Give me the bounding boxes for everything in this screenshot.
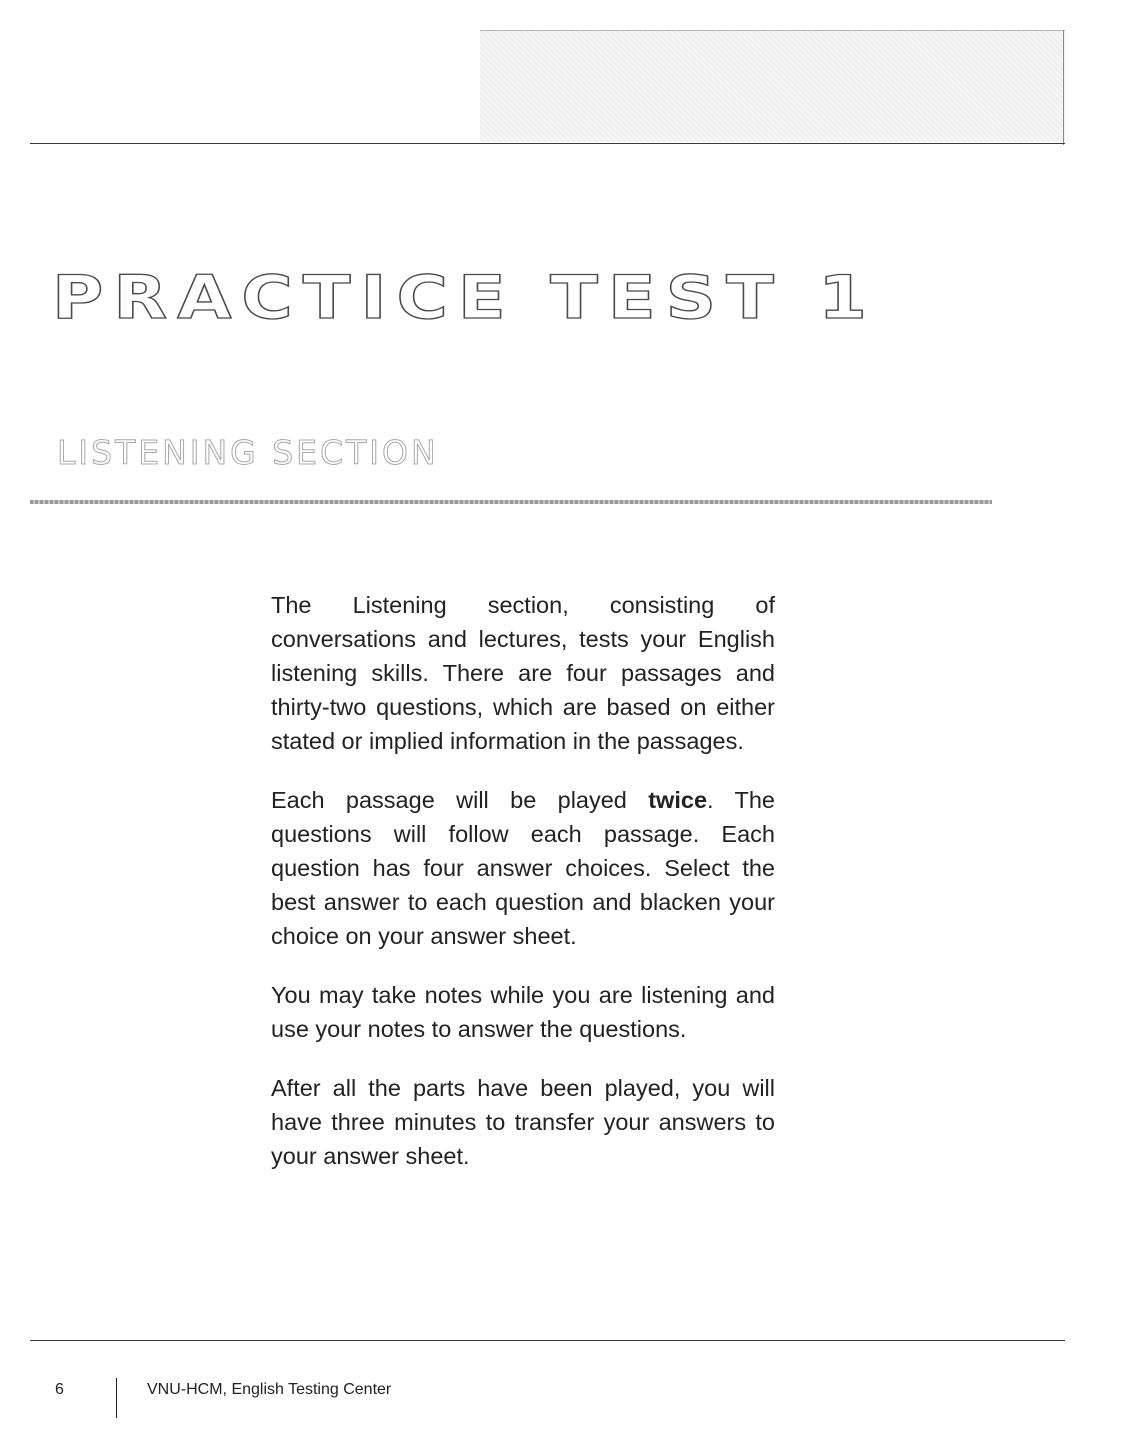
paragraph-transfer: After all the parts have been played, you will have three minutes to transfer your answers to your answer sheet. (271, 1075, 775, 1169)
paragraph-notes: You may take notes while you are listening and use your notes to answer the questions. (271, 982, 775, 1042)
footer-separator (116, 1378, 117, 1418)
paragraph-intro: The Listening section, consisting of conversations and lectures, tests your English listening skills. There are four passages and thirty-two questions, which are based on either stated or implied information in the passages. (271, 592, 775, 754)
header-shaded-box (480, 30, 1065, 142)
paragraph-passages-before: Each passage will be played (271, 787, 649, 813)
emphasis-twice: twice (648, 787, 708, 813)
header-box-corner (1063, 30, 1064, 145)
section-heading: LISTENING SECTION (57, 433, 439, 472)
page-number: 6 (55, 1381, 64, 1398)
header-rule (30, 143, 1065, 144)
paragraph-passages-after: . The questions will follow each passage. Each question has four answer choices. Select the best answer to each question and blacken your choice on your answer sheet. (271, 787, 775, 949)
page-title: PRACTICE TEST 1 (52, 262, 877, 333)
section-divider (30, 500, 992, 504)
paragraph-passages (271, 783, 775, 953)
footer-rule (30, 1340, 1065, 1341)
instructions-body (271, 588, 775, 1198)
footer-organization: VNU-HCM, English Testing Center (147, 1381, 392, 1398)
header-box-edge (480, 30, 1065, 31)
